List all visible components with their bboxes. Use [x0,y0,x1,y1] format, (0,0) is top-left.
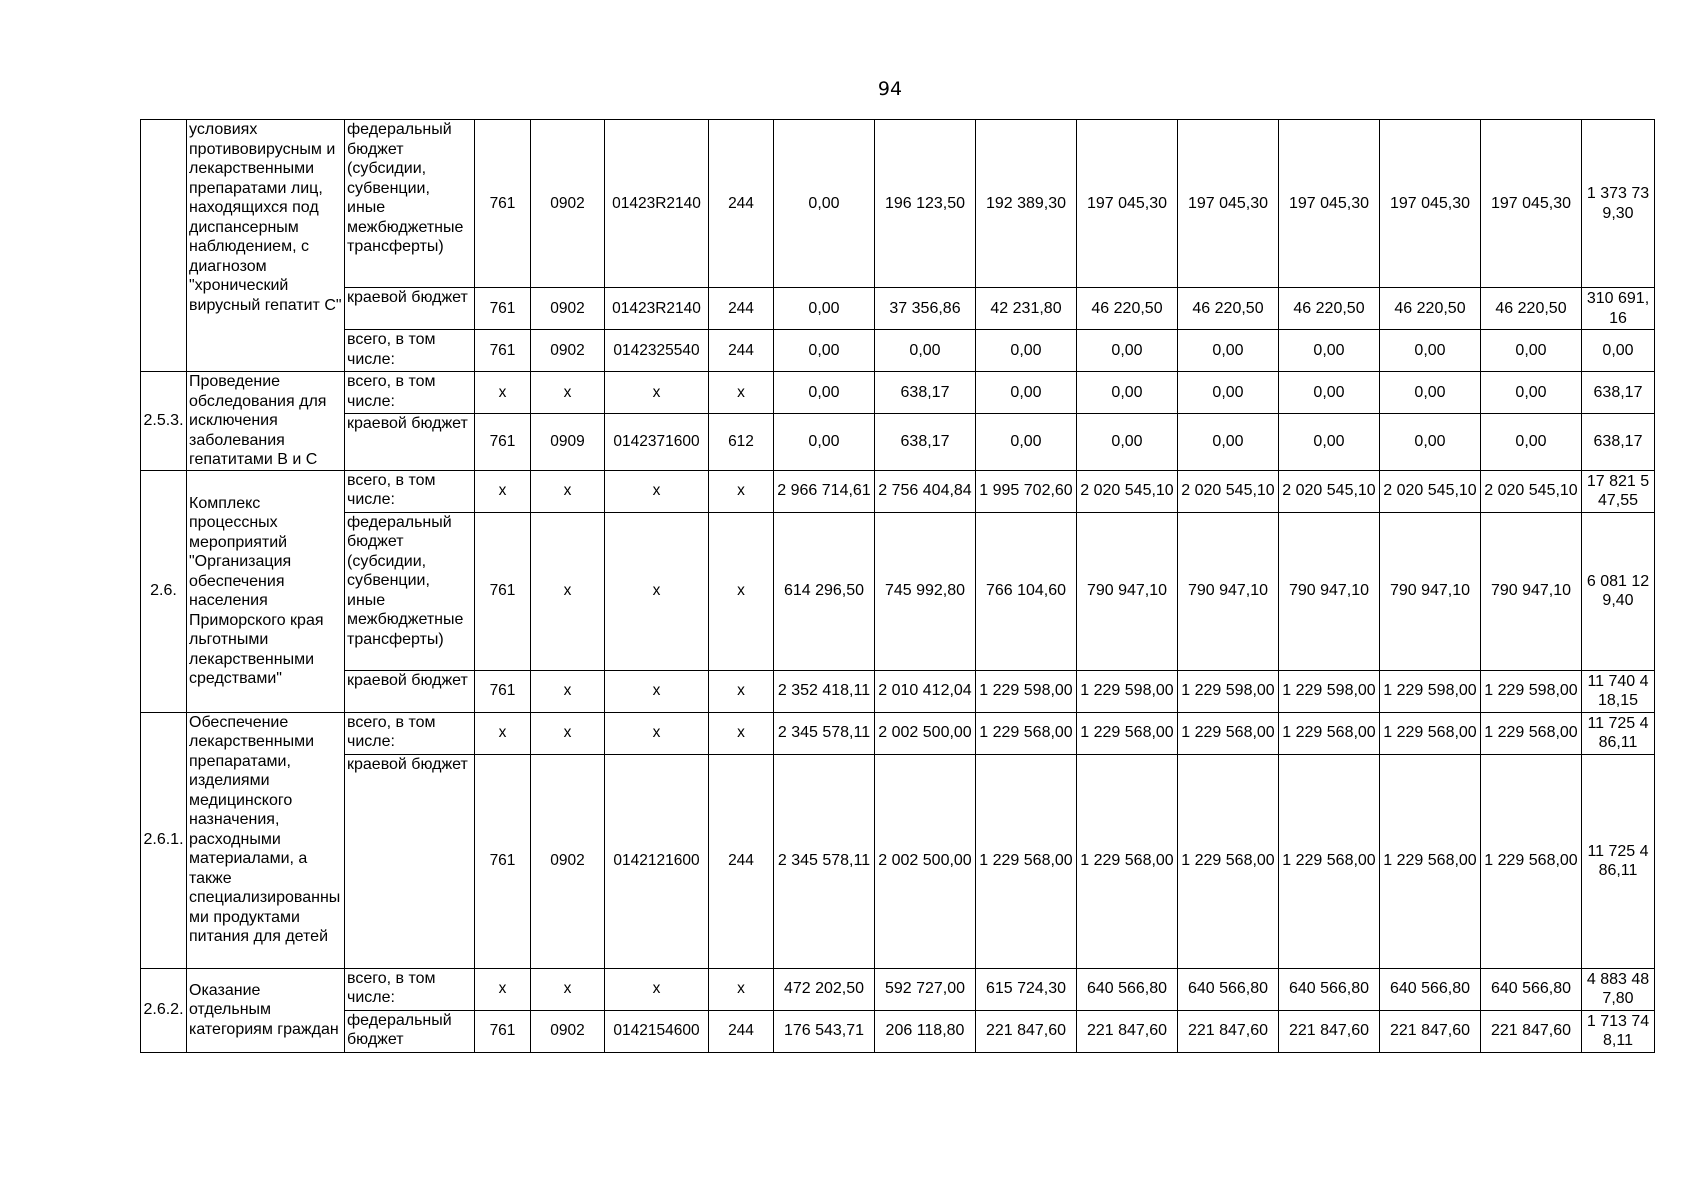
expense-type-cell: 244 [709,1010,774,1052]
year-value-cell: 1 229 568,00 [1380,712,1481,754]
year-value-cell: 221 847,60 [1380,1010,1481,1052]
table-row [141,372,1655,414]
section-code-cell: x [531,512,605,670]
grbs-code-cell: 761 [475,288,531,330]
year-value-cell: 1 229 568,00 [1077,754,1178,968]
target-article-cell: 0142371600 [605,414,709,470]
year-value-cell: 2 352 418,11 [774,670,875,712]
expense-type-cell: x [709,512,774,670]
section-code-cell: 0909 [531,414,605,470]
total-value-cell: 1 713 748,11 [1582,1010,1655,1052]
total-value-cell: 1 373 739,30 [1582,120,1655,288]
year-value-cell: 2 020 545,10 [1077,470,1178,512]
grbs-code-cell: x [475,372,531,414]
year-value-cell: 46 220,50 [1481,288,1582,330]
year-value-cell: 1 229 598,00 [976,670,1077,712]
target-article-cell: x [605,470,709,512]
year-value-cell: 0,00 [1380,372,1481,414]
year-value-cell: 0,00 [774,330,875,372]
section-code-cell: 0902 [531,1010,605,1052]
year-value-cell: 1 229 568,00 [1178,712,1279,754]
year-value-cell: 1 229 598,00 [1178,670,1279,712]
year-value-cell: 46 220,50 [1380,288,1481,330]
expense-type-cell: x [709,470,774,512]
year-value-cell: 1 229 568,00 [1380,754,1481,968]
year-value-cell: 0,00 [1077,414,1178,470]
item-number-cell: 2.5.3. [141,372,187,471]
year-value-cell: 790 947,10 [1279,512,1380,670]
year-value-cell: 592 727,00 [875,968,976,1010]
year-value-cell: 221 847,60 [1077,1010,1178,1052]
expense-type-cell: x [709,968,774,1010]
item-number-cell: 2.6. [141,470,187,712]
section-code-cell: x [531,372,605,414]
year-value-cell: 0,00 [976,330,1077,372]
year-value-cell: 0,00 [1481,330,1582,372]
target-article-cell: x [605,968,709,1010]
expense-type-cell: 612 [709,414,774,470]
year-value-cell: 0,00 [774,372,875,414]
grbs-code-cell: 761 [475,414,531,470]
year-value-cell: 745 992,80 [875,512,976,670]
table-body [141,120,1655,1053]
year-value-cell: 0,00 [1077,330,1178,372]
budget-table [140,119,1655,1053]
year-value-cell: 0,00 [1178,330,1279,372]
year-value-cell: 2 002 500,00 [875,754,976,968]
year-value-cell: 0,00 [1380,330,1481,372]
expense-type-cell: 244 [709,330,774,372]
year-value-cell: 197 045,30 [1481,120,1582,288]
year-value-cell: 0,00 [774,120,875,288]
item-number-cell: 2.6.2. [141,968,187,1052]
year-value-cell: 2 756 404,84 [875,470,976,512]
year-value-cell: 640 566,80 [1178,968,1279,1010]
expense-type-cell: 244 [709,754,774,968]
year-value-cell: 0,00 [875,330,976,372]
item-name-cell: условиях противовирусным и лекарственными препаратами лиц, находящихся под диспансерным наблюдением, с диагнозом "хронический вирусный гепатит С" [187,120,345,372]
year-value-cell: 197 045,30 [1178,120,1279,288]
year-value-cell: 0,00 [1178,372,1279,414]
year-value-cell: 640 566,80 [1481,968,1582,1010]
grbs-code-cell: 761 [475,330,531,372]
total-value-cell: 0,00 [1582,330,1655,372]
grbs-code-cell: x [475,470,531,512]
year-value-cell: 221 847,60 [1178,1010,1279,1052]
year-value-cell: 1 229 568,00 [1279,754,1380,968]
page-number: 94 [877,78,903,100]
year-value-cell: 790 947,10 [1380,512,1481,670]
year-value-cell: 638,17 [875,414,976,470]
table-row [141,330,1655,372]
year-value-cell: 2 020 545,10 [1279,470,1380,512]
year-value-cell: 790 947,10 [1481,512,1582,670]
year-value-cell: 221 847,60 [1279,1010,1380,1052]
year-value-cell: 640 566,80 [1077,968,1178,1010]
year-value-cell: 0,00 [774,414,875,470]
year-value-cell: 0,00 [1178,414,1279,470]
section-code-cell: x [531,968,605,1010]
total-value-cell: 11 725 486,11 [1582,712,1655,754]
total-value-cell: 310 691,16 [1582,288,1655,330]
grbs-code-cell: 761 [475,1010,531,1052]
year-value-cell: 1 229 568,00 [1481,754,1582,968]
expense-type-cell: x [709,670,774,712]
year-value-cell: 0,00 [1279,372,1380,414]
grbs-code-cell: x [475,712,531,754]
funding-source-cell: краевой бюджет [345,670,475,712]
year-value-cell: 46 220,50 [1077,288,1178,330]
item-name-cell: Оказание отдельным категориям граждан [187,968,345,1052]
total-value-cell: 11 740 418,15 [1582,670,1655,712]
year-value-cell: 472 202,50 [774,968,875,1010]
total-value-cell: 17 821 547,55 [1582,470,1655,512]
section-code-cell: x [531,670,605,712]
item-name-cell: Комплекс процессных мероприятий "Организация обеспечения населения Приморского края льготными лекарственными средствами" [187,470,345,712]
year-value-cell: 46 220,50 [1279,288,1380,330]
year-value-cell: 1 229 568,00 [1178,754,1279,968]
table-row [141,712,1655,754]
year-value-cell: 42 231,80 [976,288,1077,330]
year-value-cell: 196 123,50 [875,120,976,288]
table-row [141,670,1655,712]
table-row [141,414,1655,470]
year-value-cell: 197 045,30 [1279,120,1380,288]
grbs-code-cell: 761 [475,670,531,712]
year-value-cell: 37 356,86 [875,288,976,330]
grbs-code-cell: x [475,968,531,1010]
year-value-cell: 46 220,50 [1178,288,1279,330]
total-value-cell: 11 725 486,11 [1582,754,1655,968]
target-article-cell: 01423R2140 [605,288,709,330]
funding-source-cell: федеральный бюджет (субсидии, субвенции, иные межбюджетные трансферты) [345,120,475,288]
grbs-code-cell: 761 [475,754,531,968]
year-value-cell: 0,00 [1380,414,1481,470]
total-value-cell: 4 883 487,80 [1582,968,1655,1010]
section-code-cell: 0902 [531,330,605,372]
expense-type-cell: 244 [709,120,774,288]
item-number-cell: 2.6.1. [141,712,187,968]
year-value-cell: 1 229 598,00 [1077,670,1178,712]
year-value-cell: 197 045,30 [1077,120,1178,288]
total-value-cell: 6 081 129,40 [1582,512,1655,670]
target-article-cell: x [605,512,709,670]
year-value-cell: 0,00 [1279,330,1380,372]
item-name-cell: Обеспечение лекарственными препаратами, изделиями медицинского назначения, расходными материалами, а также специализированными продуктами питания для детей [187,712,345,968]
grbs-code-cell: 761 [475,120,531,288]
expense-type-cell: x [709,372,774,414]
item-name-cell: Проведение обследования для исключения заболевания гепатитами В и С [187,372,345,471]
year-value-cell: 1 229 568,00 [1077,712,1178,754]
target-article-cell: x [605,712,709,754]
year-value-cell: 2 345 578,11 [774,754,875,968]
year-value-cell: 1 229 568,00 [1481,712,1582,754]
table-row [141,120,1655,288]
funding-source-cell: федеральный бюджет [345,1010,475,1052]
year-value-cell: 790 947,10 [1178,512,1279,670]
year-value-cell: 638,17 [875,372,976,414]
table-row [141,754,1655,968]
funding-source-cell: краевой бюджет [345,414,475,470]
funding-source-cell: всего, в том числе: [345,372,475,414]
table-row [141,1010,1655,1052]
year-value-cell: 766 104,60 [976,512,1077,670]
year-value-cell: 221 847,60 [1481,1010,1582,1052]
year-value-cell: 1 229 598,00 [1481,670,1582,712]
year-value-cell: 0,00 [976,414,1077,470]
year-value-cell: 1 229 568,00 [976,754,1077,968]
year-value-cell: 2 345 578,11 [774,712,875,754]
table-row [141,512,1655,670]
year-value-cell: 1 229 568,00 [976,712,1077,754]
target-article-cell: 0142154600 [605,1010,709,1052]
section-code-cell: x [531,712,605,754]
year-value-cell: 1 995 702,60 [976,470,1077,512]
year-value-cell: 2 002 500,00 [875,712,976,754]
section-code-cell: x [531,470,605,512]
year-value-cell: 2 020 545,10 [1178,470,1279,512]
year-value-cell: 206 118,80 [875,1010,976,1052]
total-value-cell: 638,17 [1582,372,1655,414]
expense-type-cell: 244 [709,288,774,330]
year-value-cell: 2 010 412,04 [875,670,976,712]
total-value-cell: 638,17 [1582,414,1655,470]
funding-source-cell: краевой бюджет [345,754,475,968]
year-value-cell: 2 020 545,10 [1481,470,1582,512]
item-number-cell [141,120,187,372]
target-article-cell: 0142121600 [605,754,709,968]
table-row [141,288,1655,330]
section-code-cell: 0902 [531,754,605,968]
year-value-cell: 221 847,60 [976,1010,1077,1052]
target-article-cell: 0142325540 [605,330,709,372]
funding-source-cell: всего, в том числе: [345,470,475,512]
target-article-cell: 01423R2140 [605,120,709,288]
target-article-cell: x [605,372,709,414]
funding-source-cell: всего, в том числе: [345,330,475,372]
expense-type-cell: x [709,712,774,754]
funding-source-cell: федеральный бюджет (субсидии, субвенции, иные межбюджетные трансферты) [345,512,475,670]
year-value-cell: 1 229 598,00 [1279,670,1380,712]
year-value-cell: 197 045,30 [1380,120,1481,288]
year-value-cell: 0,00 [1279,414,1380,470]
year-value-cell: 192 389,30 [976,120,1077,288]
year-value-cell: 0,00 [774,288,875,330]
section-code-cell: 0902 [531,288,605,330]
year-value-cell: 640 566,80 [1380,968,1481,1010]
year-value-cell: 2 966 714,61 [774,470,875,512]
table-row [141,470,1655,512]
year-value-cell: 0,00 [1481,372,1582,414]
funding-source-cell: краевой бюджет [345,288,475,330]
year-value-cell: 2 020 545,10 [1380,470,1481,512]
year-value-cell: 614 296,50 [774,512,875,670]
year-value-cell: 790 947,10 [1077,512,1178,670]
target-article-cell: x [605,670,709,712]
funding-source-cell: всего, в том числе: [345,712,475,754]
year-value-cell: 0,00 [976,372,1077,414]
table-row [141,968,1655,1010]
year-value-cell: 1 229 598,00 [1380,670,1481,712]
year-value-cell: 176 543,71 [774,1010,875,1052]
year-value-cell: 640 566,80 [1279,968,1380,1010]
grbs-code-cell: 761 [475,512,531,670]
year-value-cell: 0,00 [1077,372,1178,414]
section-code-cell: 0902 [531,120,605,288]
funding-source-cell: всего, в том числе: [345,968,475,1010]
year-value-cell: 1 229 568,00 [1279,712,1380,754]
year-value-cell: 615 724,30 [976,968,1077,1010]
year-value-cell: 0,00 [1481,414,1582,470]
